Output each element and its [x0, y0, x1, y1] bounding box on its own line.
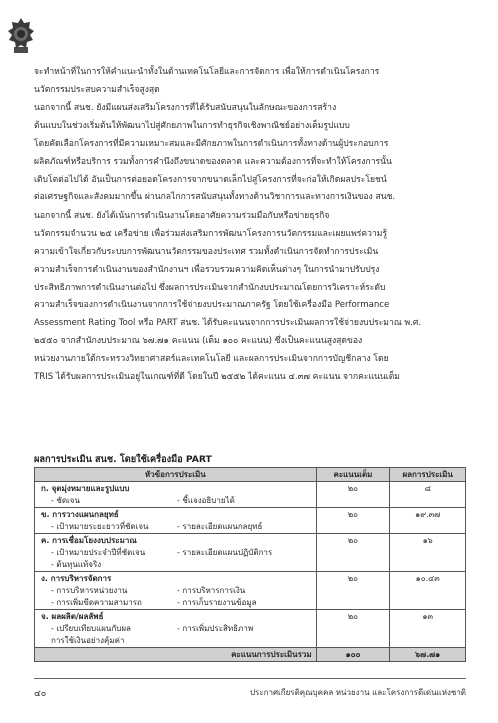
criteria-title: ค. การเชื่อมโยงงบประมาณ	[41, 536, 137, 545]
criteria-item: - รายละเอียดแผนกลยุทธ์	[177, 522, 263, 531]
emblem-logo-icon	[5, 16, 37, 56]
criteria-item: - การบริหารหน่วยงาน	[51, 586, 128, 595]
criteria-item: - การเก็บรายงานข้อมูล	[177, 598, 257, 607]
total-result-cell: ๖๗.๗๑	[390, 648, 466, 662]
result-cell: ๑๖	[390, 534, 466, 572]
header-result: ผลการประเมิน	[390, 468, 466, 482]
criteria-item: การใช้เงินอย่างคุ้มค่า	[51, 636, 125, 645]
full-score-cell: ๒๐	[316, 508, 390, 534]
result-cell: ๘	[390, 482, 466, 508]
part-score-table	[34, 467, 466, 662]
criteria-item: - ชี้แจงอธิบายได้	[177, 496, 235, 505]
criteria-title: ข. การวางแผนกลยุทธ์	[41, 510, 119, 519]
result-cell: ๑๓	[390, 610, 466, 648]
criteria-cell	[35, 572, 317, 610]
result-cell: ๑๙.๓๗	[390, 508, 466, 534]
paragraph-line: หน่วยงานภายใต้กระทรวงวิทยาศาสตร์และเทคโนโลยี และผลการประเมินจากการบัญชีกลาง โดย	[34, 354, 389, 365]
criteria-item: - การเพิ่มขีดความสามารถ	[51, 598, 142, 607]
criteria-item: - รายละเอียดแผนปฏิบัติการ	[177, 548, 273, 557]
table-caption: ผลการประเมิน สนช. โดยใช้เครื่องมือ PART	[34, 454, 212, 465]
table-row	[35, 572, 466, 610]
paragraph-line: ความเข้าใจเกี่ยวกับระบบการพัฒนานวัตกรรมของประเทศ รวมทั้งดำเนินการจัดทำการประเมิน	[34, 246, 379, 257]
header-topic: หัวข้อการประเมิน	[35, 468, 317, 482]
criteria-item: - การเพิ่มประสิทธิภาพ	[177, 624, 254, 633]
paragraph-line: นอกจากนี้ สนช. ยังมีแผนส่งเสริมโครงการที่ได้รับสนับสนุนในลักษณะของการสร้าง	[34, 103, 337, 113]
criteria-item: - ชัดเจน	[51, 496, 80, 505]
paragraph-line: นวัตกรรมประสบความสำเร็จสูงสุด	[34, 84, 160, 95]
full-score-cell: ๒๐	[316, 482, 390, 508]
full-score-cell: ๒๐	[316, 572, 390, 610]
table-row	[35, 534, 466, 572]
paragraph-line: ความสำเร็จการดำเนินงานของสำนักงานฯ เพื่อรวบรวมความคิดเห็นต่างๆ ในการนำมาปรับปรุง	[34, 264, 380, 275]
paragraph-line: ๒๕๕๐ จากสำนักงบประมาณ ๖๗.๗๑ คะแนน (เต็ม ๑๐๐ คะแนน) ซึ่งเป็นคะแนนสูงสุดของ	[34, 336, 363, 347]
full-score-cell: ๒๐	[316, 610, 390, 648]
total-row	[35, 648, 466, 662]
criteria-item: - การบริหารการเงิน	[177, 586, 246, 595]
paragraph-line: Assessment Rating Tool หรือ PART สนช. ได้รับคะแนนจากการประเมินผลการใช้จ่ายงบประมาณ พ.ศ.	[34, 318, 422, 329]
criteria-title: จ. ผลผลิต/ผลลัพธ์	[41, 612, 104, 621]
criteria-title: ก. จุดมุ่งหมายและรูปแบบ	[41, 484, 130, 493]
body-paragraph	[34, 208, 466, 387]
criteria-item: - ต้นทุนแท้จริง	[51, 560, 102, 569]
page-number: ๔๐	[34, 689, 47, 699]
total-label-cell: คะแนนการประเมินรวม	[35, 648, 317, 662]
paragraph-line: โดยคัดเลือกโครงการที่มีความเหมาะสมและมีศักยภาพในการดำเนินการทั้งทางด้านผู้ประกอบการ	[34, 138, 389, 149]
paragraph-line: จะทำหน้าที่ในการให้คำแนะนำทั้งในด้านเทคโนโลยีและการจัดการ เพื่อให้การดำเนินโครงการ	[34, 67, 380, 77]
footer-title: ประกาศเกียรติคุณบุคคล หน่วยงาน และโครงการดีเด่นแห่งชาติ	[249, 688, 466, 697]
footer-divider	[34, 678, 466, 679]
result-cell: ๑๐.๔๓	[390, 572, 466, 610]
criteria-item: - เปรียบเทียบแผนกับผล	[51, 624, 131, 633]
paragraph-line: ผลิตภัณฑ์หรือบริการ รวมทั้งการคำนึงถึงขนาดของตลาด และความต้องการที่จะทำให้โครงการนั้น	[34, 156, 392, 167]
table-row	[35, 610, 466, 648]
header-full-score: คะแนนเต็ม	[316, 468, 390, 482]
total-full-cell: ๑๐๐	[316, 648, 390, 662]
full-score-cell: ๒๐	[316, 534, 390, 572]
criteria-cell	[35, 482, 317, 508]
paragraph-line: ต้นแบบในช่วงเริ่มต้นให้พัฒนาไปสู่ศักยภาพในการทำธุรกิจเชิงพาณิชย์อย่างเต็มรูปแบบ	[34, 120, 350, 131]
criteria-item: - เป้าหมายระยะยาวที่ชัดเจน	[51, 522, 149, 531]
table-row	[35, 508, 466, 534]
paragraph-line: ต่อเศรษฐกิจและสังคมมากขึ้น ผ่านกลไกการสนับสนุนทั้งทางด้านวิชาการและทางการเงินของ สนช.	[34, 192, 396, 203]
table-row	[35, 482, 466, 508]
body-paragraph	[34, 100, 466, 207]
paragraph-line: ความสำเร็จของการดำเนินงานจากการใช้จ่ายงบประมาณภาครัฐ โดยใช้เครื่องมือ Performance	[34, 300, 390, 311]
paragraph-line: ประสิทธิภาพการดำเนินงานต่อไป ซึ่งผลการประเมินจากสำนักงบประมาณโดยการวิเคราะห์ระดับ	[34, 282, 386, 293]
criteria-item: - เป้าหมายประจำปีที่ชัดเจน	[51, 548, 146, 557]
criteria-cell	[35, 610, 317, 648]
paragraph-line: นอกจากนี้ สนช. ยังได้เน้นการดำเนินงานโดยอาศัยความร่วมมือกับหรือข่ายธุรกิจ	[34, 211, 330, 221]
criteria-cell	[35, 534, 317, 572]
paragraph-line: นวัตกรรมจำนวน ๒๕ เครือข่าย เพื่อร่วมส่งเสริมการพัฒนาโครงการนวัตกรรมและเผยแพร่ความรู้	[34, 228, 388, 239]
criteria-title: ง. การบริหารจัดการ	[41, 574, 112, 583]
criteria-item	[177, 559, 312, 571]
criteria-item	[177, 635, 312, 647]
body-paragraph	[34, 64, 466, 100]
paragraph-line: เติบโตต่อไปได้ อันเป็นการต่อยอดโครงการจากขนาดเล็กไปสู่โครงการที่จะก่อให้เกิดผลประโยชน์	[34, 174, 387, 185]
table-header-row	[35, 468, 466, 482]
criteria-cell	[35, 508, 317, 534]
paragraph-line: TRIS ได้รับผลการประเมินอยู่ในเกณฑ์ที่ดี โดยในปี ๒๕๕๒ ได้คะแนน ๔.๓๗ คะแนน จากคะแนนเต็ม	[34, 372, 400, 383]
